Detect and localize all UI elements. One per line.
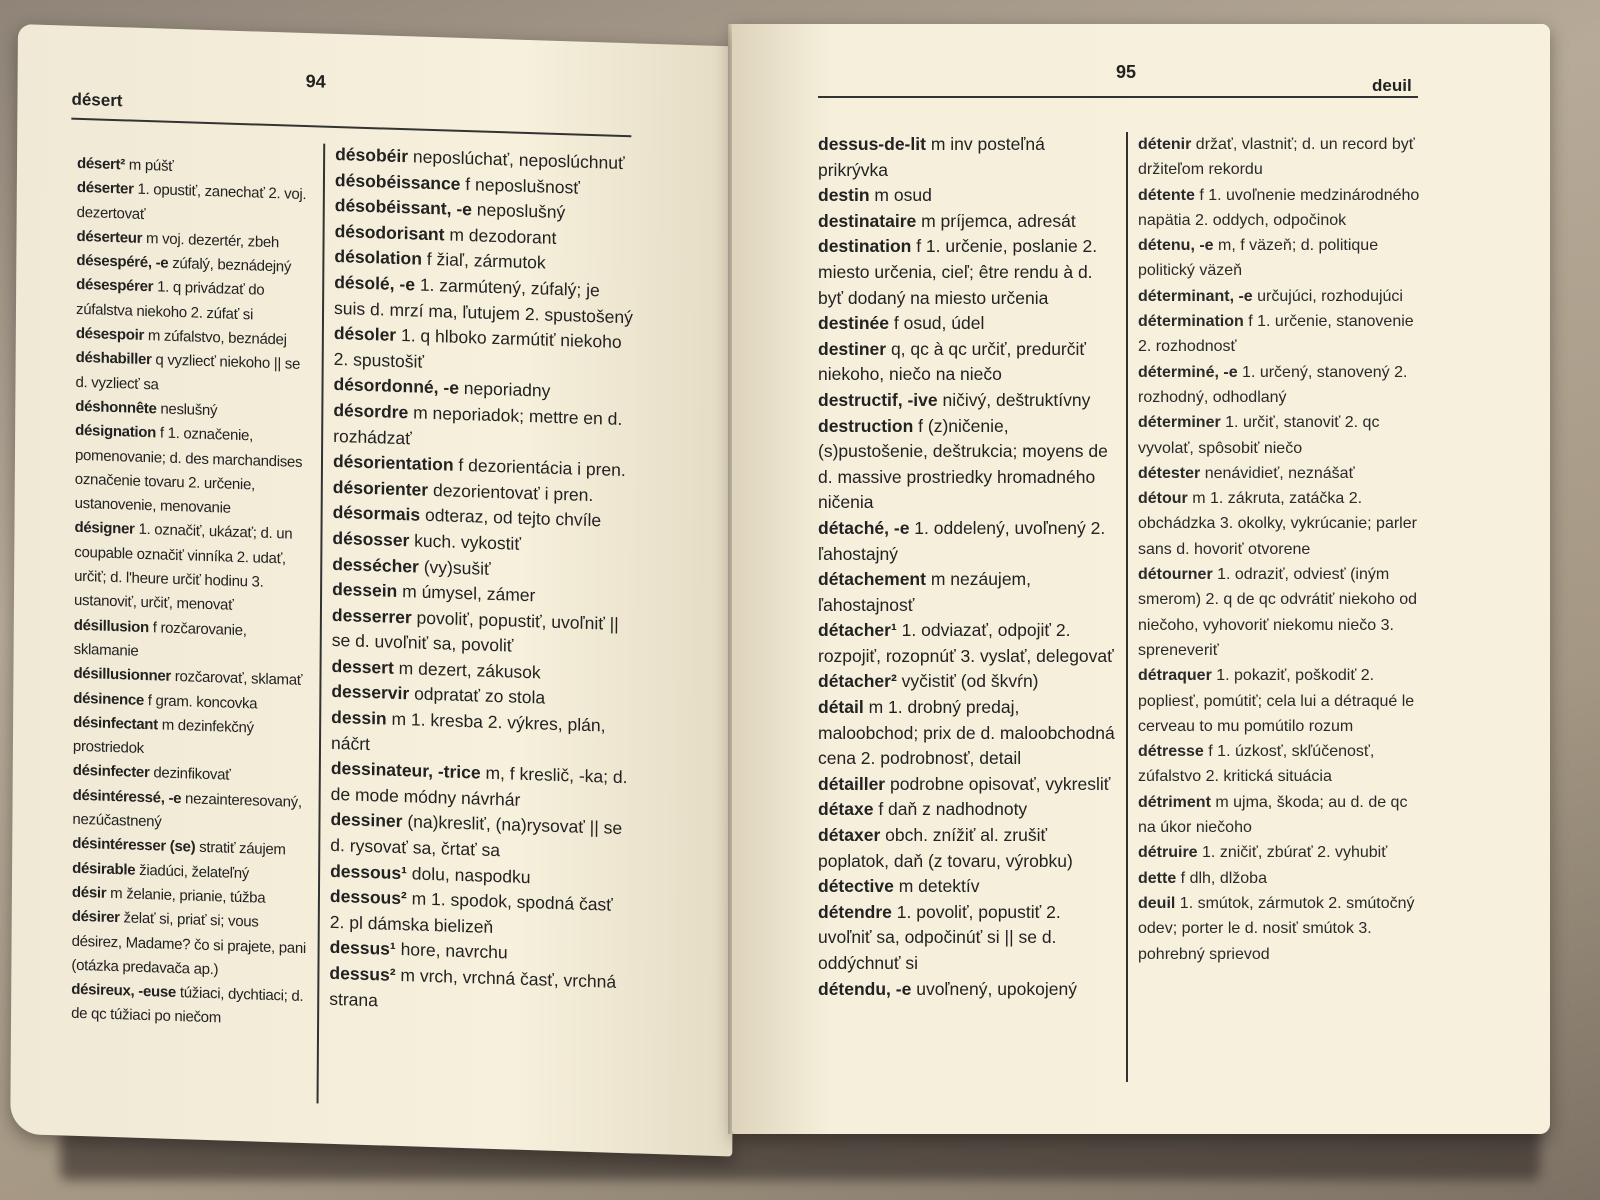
entry-definition: f 1. určenie, stanovenie 2. rozhodnosť (1138, 313, 1414, 356)
dictionary-entry (818, 977, 1118, 1003)
dictionary-entry (71, 905, 310, 985)
right-page (732, 24, 1550, 1134)
entry-definition: túžiaci, dychtiaci; d. de qc túžiaci po niečom (71, 984, 304, 1027)
dictionary-entry (818, 618, 1118, 669)
entry-headword: désireux, -euse (71, 980, 177, 1002)
entry-headword: déterminé, -e (1138, 363, 1238, 381)
dictionary-entry (818, 311, 1118, 337)
entry-headword: desserrer (331, 604, 412, 628)
dictionary-entry (818, 669, 1118, 695)
dictionary-entry (818, 772, 1118, 798)
entry-headword: détacher¹ (818, 620, 897, 641)
entry-headword: destruction (818, 415, 914, 436)
entry-headword: détail (818, 697, 864, 718)
entry-headword: deuil (1138, 894, 1176, 912)
entry-definition: f neposlušnosť (460, 173, 580, 198)
entry-headword: dessert (331, 655, 394, 678)
left-column-2 (329, 142, 635, 1021)
dictionary-entry (75, 346, 313, 402)
entry-headword: détailler (818, 773, 886, 794)
entry-headword: désinfecter (72, 762, 150, 782)
entry-definition: určujúci, rozhodujúci (1252, 287, 1403, 305)
dictionary-entry (1138, 739, 1426, 790)
dictionary-entry (72, 783, 310, 839)
entry-definition: f daň z nadhodnoty (873, 799, 1028, 820)
entry-definition: 1. opustiť, zanechať 2. voj. dezertovať (76, 180, 307, 223)
right-column-1 (818, 132, 1118, 1002)
dictionary-entry (818, 132, 1118, 183)
dictionary-entry (1138, 486, 1426, 562)
entry-headword: désillusion (73, 616, 149, 636)
entry-definition: odteraz, od tejto chvíle (420, 504, 602, 531)
entry-definition: 1. q privádzať do zúfalstva niekoho 2. zúfať si (75, 278, 265, 324)
dictionary-entry (818, 388, 1118, 414)
entry-definition: m osud (869, 185, 932, 206)
right-column-2 (1138, 132, 1426, 967)
dictionary-entry (818, 414, 1118, 516)
entry-definition: 1. povoliť, popustiť 2. uvoľniť sa, odpočinúť si || se d. oddýchnuť si (818, 901, 1061, 973)
left-page-number: 94 (305, 71, 326, 92)
dictionary-entry (329, 961, 629, 1022)
entry-headword: dessus¹ (329, 937, 396, 960)
entry-headword: dessus² (329, 962, 396, 985)
entry-headword: désigner (74, 519, 135, 539)
entry-headword: détendu, -e (818, 978, 912, 999)
entry-definition: 1. q hlboko zarmútiť niekoho 2. spustošiť (333, 325, 622, 372)
dictionary-entry (818, 823, 1118, 874)
dictionary-entry (1138, 233, 1426, 284)
dictionary-entry (818, 516, 1118, 567)
entry-definition: m 1. zákruta, zatáčka 2. obchádzka 3. okolky, vykrúcanie; parler sans d. hovoriť otvorene (1138, 490, 1417, 558)
dictionary-entry (1138, 360, 1426, 411)
entry-definition: f rozčarovanie, sklamanie (73, 618, 247, 660)
right-running-head: deuil (1372, 76, 1412, 95)
entry-headword: détester (1138, 464, 1201, 482)
entry-definition: vyčistiť (od škvŕn) (896, 671, 1039, 692)
entry-headword: désinfectant (73, 713, 158, 734)
entry-headword: désintéressé, -e (72, 786, 182, 807)
dictionary-entry (1138, 461, 1426, 486)
entry-headword: désodorisant (334, 220, 445, 245)
entry-headword: dessus-de-lit (818, 134, 926, 154)
dictionary-entry (818, 874, 1118, 900)
entry-headword: désordre (333, 399, 409, 423)
entry-headword: déserteur (76, 227, 143, 247)
entry-definition: f gram. koncovka (143, 691, 258, 713)
entry-headword: dessécher (332, 553, 419, 577)
dictionary-entry (334, 270, 634, 331)
right-column-divider (1126, 132, 1128, 1082)
entry-headword: désormais (332, 502, 421, 525)
entry-headword: détenir (1138, 136, 1192, 153)
entry-headword: désert² (76, 154, 126, 174)
entry-definition: f 1. označenie, pomenovanie; d. des marchandises označenie tovaru 2. určenie, ustanovenie, menovanie (74, 424, 303, 517)
entry-definition: m voj. dezertér, zbeh (142, 229, 280, 252)
entry-headword: détendre (818, 901, 892, 922)
entry-definition: dezorientovať i pren. (428, 479, 594, 505)
dictionary-entry (334, 321, 634, 382)
entry-headword: détacher² (818, 671, 897, 692)
entry-headword: destination (818, 236, 912, 257)
dictionary-entry (1138, 410, 1426, 461)
entry-definition: m ujma, škoda; au d. de qc na úkor niečoho (1138, 793, 1408, 837)
entry-definition: odpratať zo stola (409, 683, 546, 709)
entry-definition: m želanie, prianie, túžba (106, 884, 266, 907)
entry-headword: détruire (1138, 844, 1198, 862)
dictionary-entry (818, 797, 1118, 823)
entry-definition: nenávidieť, neznášať (1200, 464, 1355, 482)
entry-headword: désobéir (335, 143, 409, 167)
dictionary-entry (331, 756, 631, 817)
dictionary-entry (1138, 663, 1426, 739)
entry-headword: désirer (71, 907, 120, 927)
entry-definition: povoliť, popustiť, uvoľniť || se d. uvoľniť sa, povoliť (331, 607, 619, 656)
entry-definition: neporiadny (458, 378, 551, 402)
entry-definition: m dezert, zákusok (393, 657, 541, 683)
entry-definition: m úmysel, zámer (397, 581, 536, 606)
entry-headword: dessin (331, 706, 387, 729)
entry-definition: m vrch, vrchná časť, vrchná strana (329, 964, 617, 1010)
left-running-head: désert (71, 89, 123, 111)
entry-definition: m zúfalstvo, beznádej (143, 327, 287, 349)
entry-definition: ničivý, deštruktívny (937, 389, 1091, 410)
entry-definition: stratiť záujem (195, 838, 286, 859)
entry-headword: désobéissant, -e (334, 195, 473, 220)
dictionary-entry (818, 900, 1118, 977)
dictionary-entry (330, 807, 630, 868)
entry-headword: désespérer (76, 276, 154, 296)
entry-definition: neslušný (156, 400, 218, 420)
entry-headword: déterminant, -e (1138, 287, 1253, 305)
entry-headword: détaxe (818, 799, 874, 820)
entry-headword: détachement (818, 569, 926, 590)
entry-definition: m nezáujem, ľahostajnosť (818, 569, 1031, 615)
dictionary-entry (1138, 866, 1426, 891)
entry-definition: m púšť (124, 156, 174, 175)
entry-definition: 1. smútok, zármutok 2. smútočný odev; porter le d. nosiť smútok 3. pohrebný sprievod (1138, 894, 1415, 963)
entry-definition: hore, navrchu (395, 939, 508, 963)
dictionary-entry (1138, 132, 1426, 183)
left-page (10, 24, 740, 1156)
entry-definition: q vyzliecť niekoho || se d. vyzliecť sa (75, 351, 301, 394)
entry-definition: f osud, údel (889, 313, 985, 334)
entry-headword: désordonné, -e (333, 374, 460, 399)
entry-definition: (vy)sušiť (418, 556, 491, 579)
entry-definition: želať si, priať si; vous désirez, Madame? čo si prajete, pani (otázka predavača ap.) (71, 909, 306, 979)
entry-definition: 1. oddelený, uvoľnený 2. ľahostajný (818, 517, 1106, 564)
entry-definition: m, f kreslič, -ka; d. de mode módny návrhár (330, 762, 628, 810)
entry-definition: (na)kresliť, (na)rysovať || se d. rysovať sa, črtať sa (330, 811, 623, 861)
entry-headword: desservir (331, 681, 410, 704)
dictionary-entry (331, 705, 631, 766)
entry-definition: m príjemca, adresát (916, 210, 1076, 231)
entry-headword: détaché, -e (818, 517, 910, 538)
dictionary-entry (1138, 309, 1426, 360)
dictionary-entry (818, 209, 1118, 235)
entry-headword: détour (1138, 490, 1188, 508)
dictionary-entry (1138, 790, 1426, 841)
left-column-1 (71, 152, 315, 1034)
right-page-number: 95 (1116, 62, 1137, 82)
entry-definition: 1. určený, stanovený 2. rozhodný, odhodlaný (1138, 363, 1408, 406)
entry-definition: žiadúci, želateľný (135, 861, 250, 882)
entry-headword: détresse (1138, 743, 1204, 761)
entry-headword: désolé, -e (334, 271, 416, 295)
entry-headword: désorienter (332, 476, 429, 500)
entry-definition: f 1. určenie, poslanie 2. miesto určenia, cieľ; être rendu à d. byť dodaný na miesto určenia (818, 236, 1098, 308)
dictionary-entry (73, 711, 311, 767)
entry-definition: rozčarovať, sklamať (170, 668, 303, 690)
entry-definition: neposlúchať, neposlúchnuť (408, 146, 625, 174)
entry-definition: m 1. kresba 2. výkres, plán, náčrt (330, 708, 606, 754)
dictionary-entry (818, 695, 1118, 772)
dictionary-entry (818, 567, 1118, 618)
entry-headword: désirable (72, 859, 136, 879)
entry-definition: m 1. spodok, spodná časť 2. pl dámska bielizeň (329, 888, 613, 937)
entry-headword: détente (1138, 186, 1195, 204)
entry-definition: 1. zarmútený, zúfalý; je suis d. mrzí ma, ľutujem 2. spustošený (334, 274, 633, 327)
entry-headword: dette (1138, 869, 1177, 887)
entry-headword: désolation (334, 246, 423, 270)
dictionary-entry (71, 978, 309, 1034)
entry-headword: désespoir (75, 324, 145, 345)
entry-definition: uvoľnený, upokojený (911, 978, 1077, 999)
entry-definition: 1. pokaziť, poškodiť 2. popliesť, pomútiť; cela lui a détraqué le cerveau to mu pomútilo rozum (1138, 667, 1415, 735)
entry-definition: 1. odraziť, odviesť (iným smerom) 2. q de qc odvrátiť niekoho od niečoho, vyhovoriť niekomu niečo 3. spreneveriť (1138, 566, 1418, 659)
entry-definition: držať, vlastniť; d. un record byť držiteľom rekordu (1138, 136, 1415, 179)
entry-headword: détective (818, 876, 894, 897)
entry-headword: détaxer (818, 825, 881, 846)
entry-definition: m detektív (893, 876, 980, 897)
entry-definition: m inv posteľná prikrývka (818, 134, 1045, 180)
entry-headword: dessinateur, -trice (330, 758, 481, 783)
entry-definition: 1. odviazať, odpojiť 2. rozpojiť, rozopnúť 3. vyslať, delegovať (818, 620, 1114, 666)
entry-headword: dessiner (330, 809, 403, 832)
entry-definition: f 1. uvoľnenie medzinárodného napätia 2. oddych, odpočinok (1138, 186, 1420, 229)
entry-definition: neposlušný (471, 199, 566, 223)
dictionary-entry (76, 273, 314, 329)
entry-definition: dezinfikovať (149, 764, 231, 785)
entry-headword: détermination (1138, 313, 1244, 331)
dictionary-entry (74, 516, 313, 621)
dictionary-entry (333, 398, 633, 459)
entry-definition: kuch. vykostiť (409, 530, 522, 554)
entry-headword: destin (818, 185, 870, 206)
entry-headword: désir (71, 883, 107, 902)
entry-definition: m dezinfekčný prostriedok (72, 716, 254, 758)
entry-headword: détourner (1138, 566, 1213, 584)
entry-headword: destinée (818, 313, 889, 334)
entry-headword: déshonnête (75, 397, 157, 418)
right-header-rule (818, 96, 1418, 98)
entry-headword: désoler (333, 323, 397, 346)
entry-headword: dessous¹ (330, 860, 408, 883)
dictionary-entry (75, 419, 314, 524)
entry-definition: zúfalý, beznádejný (168, 254, 292, 276)
dictionary-entry (77, 176, 315, 232)
dictionary-entry (330, 884, 630, 945)
entry-headword: désobéissance (334, 169, 461, 194)
entry-headword: détraquer (1138, 667, 1212, 685)
dictionary-entry (1138, 891, 1426, 967)
entry-definition: obch. znížiť al. zrušiť poplatok, daň (z tovaru, výrobku) (818, 825, 1073, 871)
entry-headword: dessein (332, 578, 398, 602)
entry-headword: désorientation (332, 451, 454, 475)
entry-headword: destiner (818, 338, 887, 359)
entry-headword: déterminer (1138, 414, 1221, 432)
dictionary-entry (1138, 183, 1426, 234)
entry-headword: désignation (75, 422, 157, 442)
entry-definition: q, qc à qc určiť, predurčiť niekoho, niečo na niečo (818, 338, 1086, 385)
dictionary-entry (74, 613, 312, 669)
entry-headword: destinataire (818, 210, 917, 231)
dictionary-entry (1138, 562, 1426, 663)
entry-definition: m, f väzeň; d. politique politický väzeň (1138, 237, 1379, 280)
entry-headword: désillusionner (73, 664, 172, 686)
entry-definition: podrobne opisovať, vykresliť (885, 773, 1111, 794)
entry-headword: désintéresser (se) (72, 835, 196, 856)
entry-definition: dolu, naspodku (406, 862, 531, 887)
entry-headword: désinence (73, 689, 145, 709)
entry-headword: désosser (332, 527, 410, 551)
entry-headword: déserter (76, 179, 134, 198)
dictionary-entry (818, 234, 1118, 311)
left-column-divider (317, 144, 325, 1104)
left-header-rule (71, 118, 631, 138)
entry-definition: f dezorientácia i pren. (453, 454, 626, 481)
entry-definition: m neporiadok; mettre en d. rozhádzať (333, 402, 623, 448)
dictionary-entry (818, 337, 1118, 388)
dictionary-entry (1138, 840, 1426, 865)
entry-definition: f dlh, dlžoba (1176, 869, 1267, 887)
entry-definition: m dezodorant (444, 224, 557, 248)
dictionary-entry (332, 603, 632, 664)
entry-definition: 1. zničiť, zbúrať 2. vyhubiť (1197, 844, 1388, 862)
dictionary-entry (1138, 284, 1426, 309)
entry-definition: f (z)ničenie, (s)pustošenie, deštrukcia; moyens de d. massive prostriedky hromadného ničenia (818, 415, 1108, 513)
entry-definition: f 1. úzkosť, skľúčenosť, zúfalstvo 2. kritická situácia (1138, 743, 1375, 786)
entry-headword: détenu, -e (1138, 237, 1214, 255)
entry-headword: détriment (1138, 793, 1211, 811)
entry-headword: déshabiller (75, 349, 152, 369)
entry-headword: dessous² (329, 886, 407, 909)
entry-definition: 1. určiť, stanoviť 2. qc vyvolať, spôsobiť niečo (1138, 414, 1380, 457)
entry-definition: nezainteresovaný, nezúčastnený (72, 789, 302, 831)
entry-headword: destructif, -ive (818, 389, 938, 410)
entry-definition: m 1. drobný predaj, maloobchod; prix de d. maloobchodná cena 2. podrobnosť, detail (818, 697, 1115, 769)
entry-definition: 1. označiť, ukázať; d. un coupable označiť vinníka 2. udať, určiť; d. l'heure určiť hodinu 3. ustanoviť, určiť, menovať (73, 521, 293, 615)
dictionary-entry (818, 183, 1118, 209)
entry-definition: f žiaľ, zármutok (421, 249, 546, 273)
entry-headword: désespéré, -e (76, 252, 169, 272)
